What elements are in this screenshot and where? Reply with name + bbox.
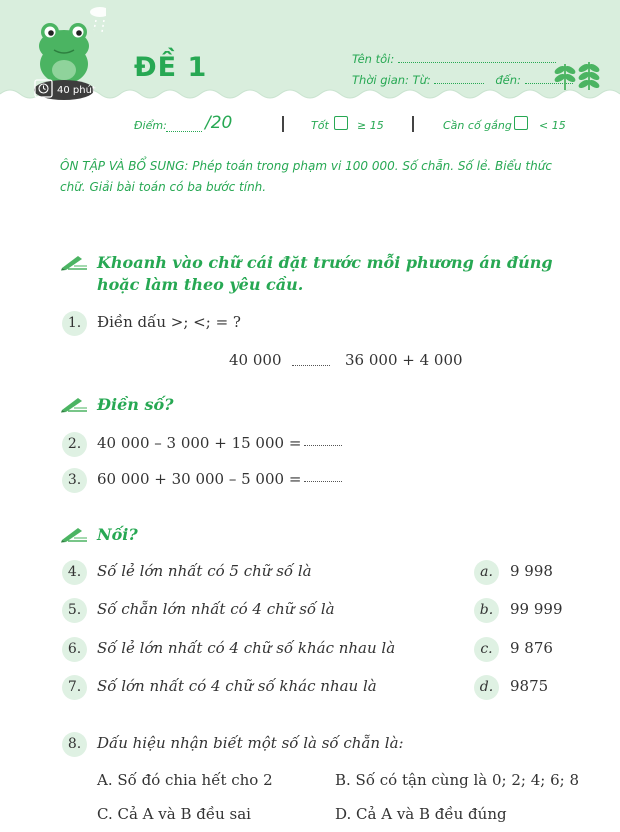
pencil-icon [60, 253, 88, 271]
option-letter[interactable]: b. [474, 598, 499, 623]
divider [282, 116, 284, 132]
question-text [97, 434, 342, 452]
pencil-icon [60, 525, 88, 543]
expr-left: 40 000 [229, 351, 282, 369]
intro-text: ÔN TẬP VÀ BỔ SUNG: Phép toán trong phạm vi 100 000. Số chẵn. Số lẻ. Biểu thức chữ. Giải bài toán có ba bước tính. [60, 159, 552, 194]
time-from-field[interactable] [434, 83, 484, 84]
divider [412, 116, 414, 132]
section-heading [60, 524, 360, 546]
answer-blank[interactable] [304, 445, 342, 446]
question-number: 2. [62, 432, 87, 457]
match-text[interactable]: Số lẻ lớn nhất có 4 chữ số khác nhau là [97, 639, 396, 657]
try-label: Cần cố gắng [443, 119, 512, 132]
choice-b[interactable]: B. Số có tận cùng là 0; 2; 4; 6; 8 [335, 771, 579, 789]
option-letter[interactable]: c. [474, 637, 499, 662]
section-heading [60, 252, 570, 296]
question-number: 7. [62, 675, 87, 700]
question-text: Dấu hiệu nhận biết một số là số chẵn là: [97, 734, 404, 752]
question-2 [0, 432, 620, 458]
question-expression: 60 000 + 30 000 – 5 000 = [97, 470, 302, 488]
match-text[interactable]: Số lớn nhất có 4 chữ số khác nhau là [97, 677, 377, 695]
good-checkbox[interactable] [334, 116, 348, 130]
name-field[interactable] [398, 62, 556, 63]
expr-right: 36 000 + 4 000 [345, 351, 463, 369]
question-3 [0, 468, 620, 494]
duration-label: 40 phút [57, 85, 96, 96]
option-letter[interactable]: d. [474, 675, 499, 700]
option-value[interactable]: 9875 [510, 677, 549, 695]
question-1-expression [0, 349, 620, 375]
score-label: Điểm: [134, 119, 167, 132]
score-bar [0, 115, 620, 135]
match-row [0, 560, 620, 586]
pencil-icon [60, 395, 88, 413]
choice-a[interactable]: A. Số đó chia hết cho 2 [97, 771, 273, 789]
score-total: /20 [205, 113, 233, 133]
question-expression: 40 000 – 3 000 + 15 000 = [97, 434, 302, 452]
question-text: Điền dấu >; <; = ? [97, 313, 241, 331]
match-row [0, 598, 620, 624]
match-row [0, 675, 620, 701]
question-number: 3. [62, 468, 87, 493]
question-number: 1. [62, 311, 87, 336]
match-row [0, 637, 620, 663]
question-number: 4. [62, 560, 87, 585]
section-3-text: Nối? [97, 525, 138, 544]
section-heading [60, 394, 360, 416]
option-letter[interactable]: a. [474, 560, 499, 585]
time-line [352, 73, 573, 87]
choice-c[interactable]: C. Cả A và B đều sai [97, 805, 251, 823]
plant-decoration-icon [553, 58, 603, 92]
name-line [352, 52, 556, 66]
match-text[interactable]: Số lẻ lớn nhất có 5 chữ số là [97, 562, 312, 580]
page-title: ĐỀ 1 [134, 52, 208, 83]
choice-d[interactable]: D. Cả A và B đều đúng [335, 805, 507, 823]
option-value[interactable]: 9 998 [510, 562, 553, 580]
question-text [97, 470, 342, 488]
question-number: 5. [62, 598, 87, 623]
name-label: Tên tôi: [352, 52, 395, 66]
try-checkbox[interactable] [514, 116, 528, 130]
answer-blank[interactable] [292, 365, 330, 366]
time-label: Thời gian: Từ: [352, 73, 431, 87]
option-value[interactable]: 99 999 [510, 600, 563, 618]
section-2-text: Điền số? [97, 395, 174, 414]
good-threshold: ≥ 15 [357, 119, 384, 132]
match-text[interactable]: Số chẵn lớn nhất có 4 chữ số là [97, 600, 335, 618]
frog-mascot-icon [26, 6, 106, 100]
time-to-label: đến: [495, 73, 521, 87]
answer-blank[interactable] [304, 481, 342, 482]
good-label: Tốt [311, 119, 329, 132]
question-8 [0, 732, 620, 758]
score-field[interactable] [166, 131, 202, 132]
section-1-text: Khoanh vào chữ cái đặt trước mỗi phương án đúng hoặc làm theo yêu cầu. [97, 253, 553, 294]
question-1 [0, 311, 620, 337]
try-threshold: < 15 [539, 119, 566, 132]
option-value[interactable]: 9 876 [510, 639, 553, 657]
question-number: 8. [62, 732, 87, 757]
question-number: 6. [62, 637, 87, 662]
